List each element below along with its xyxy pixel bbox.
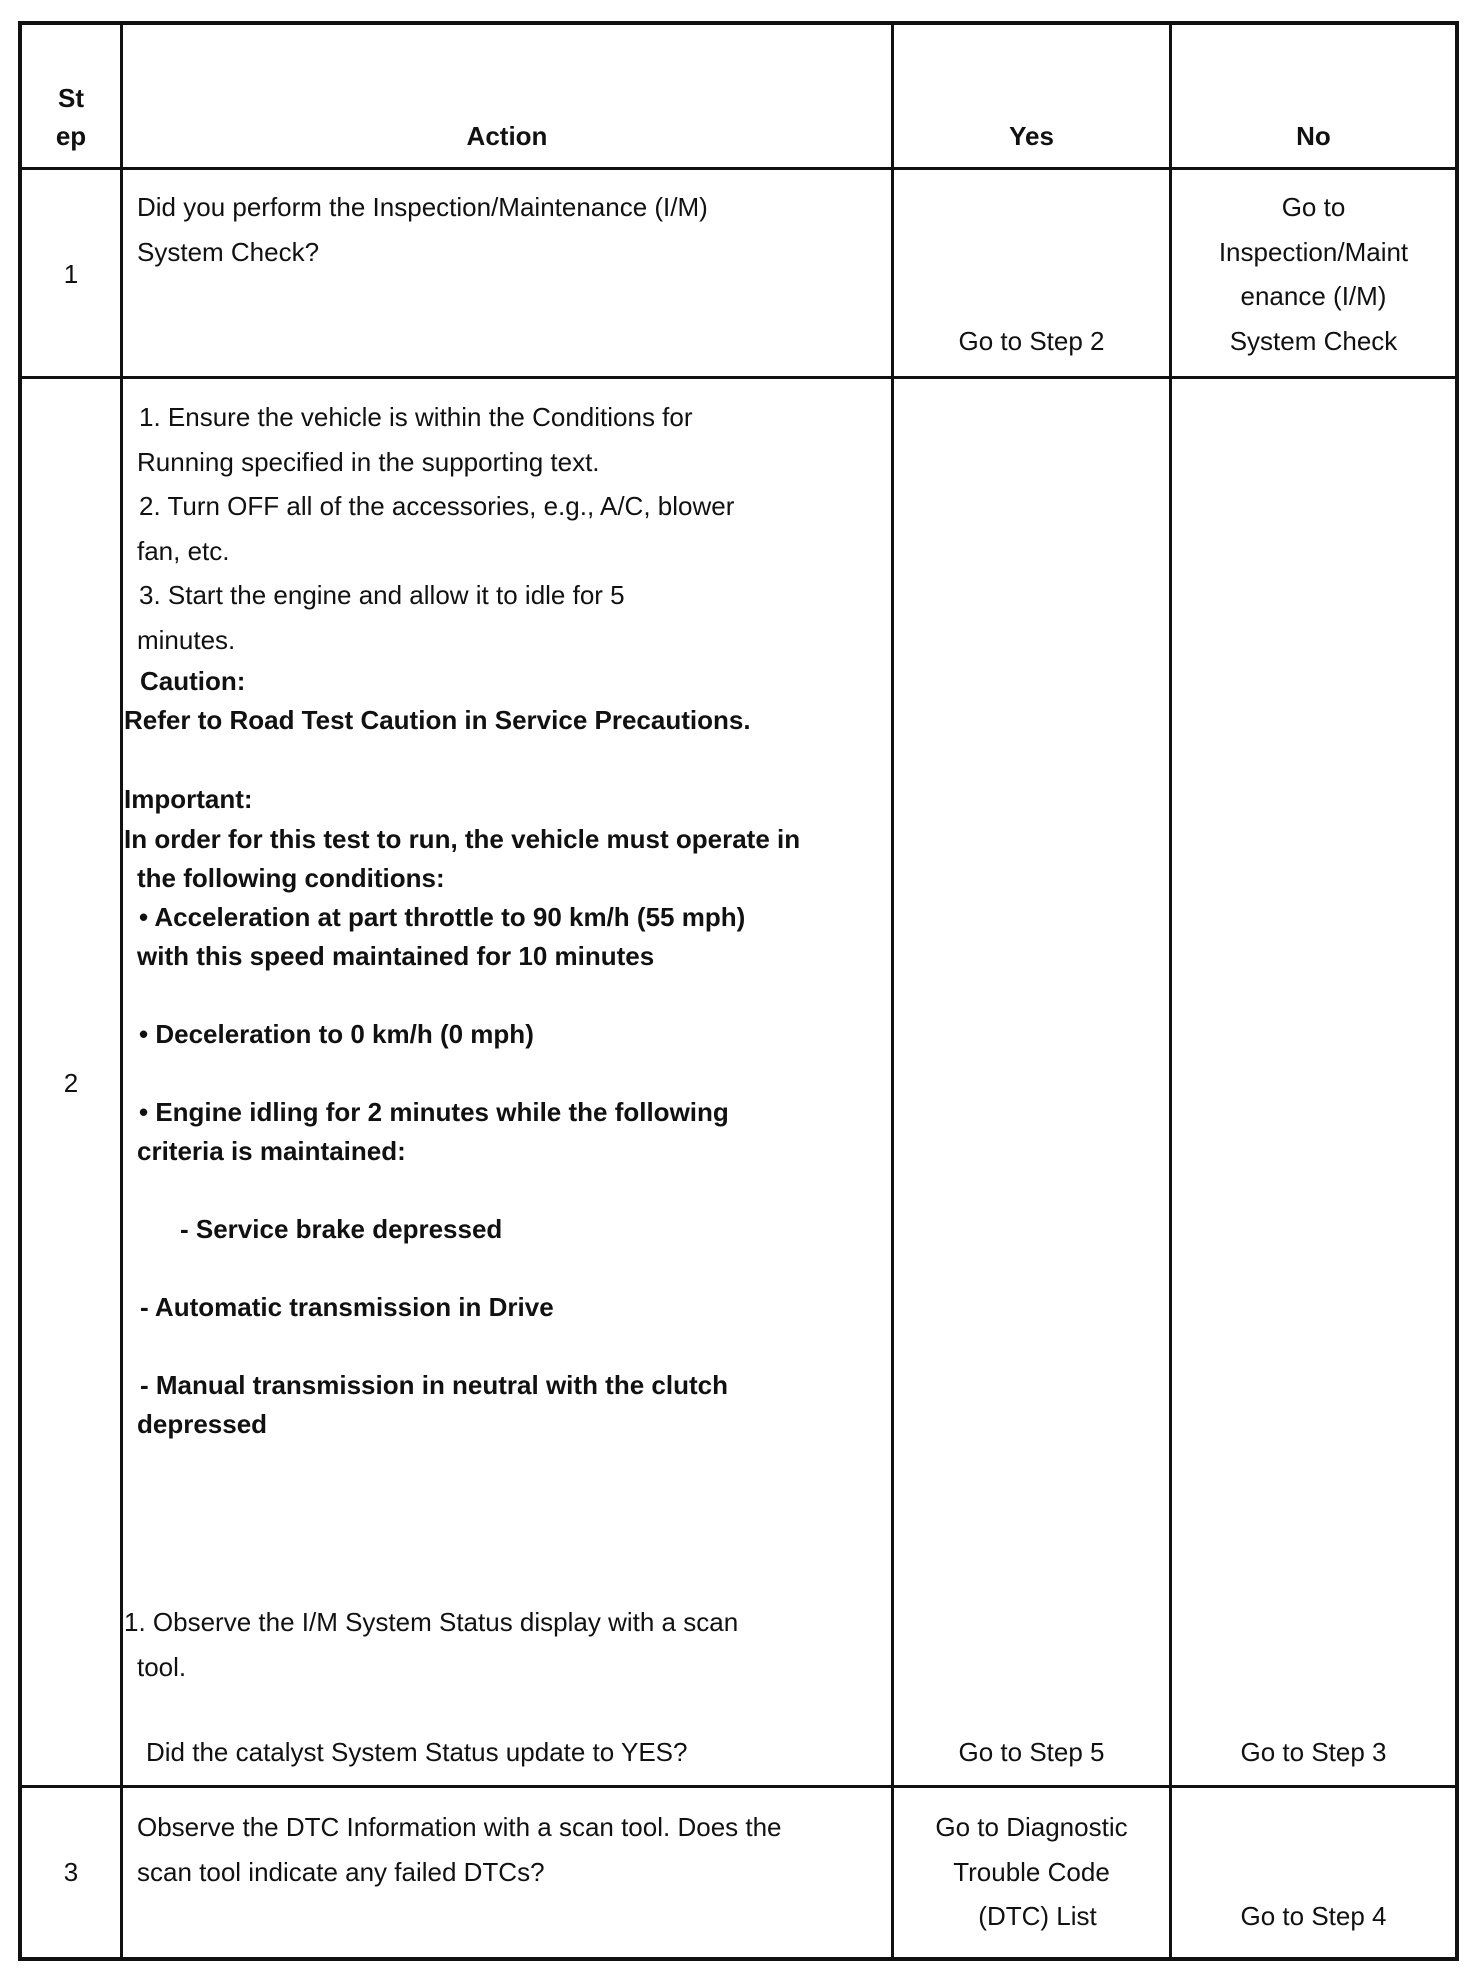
header-no: No — [1296, 121, 1331, 151]
row2-instruction: Running specified in the supporting text. — [137, 447, 600, 477]
row2-yes: Go to Step 5 — [958, 1737, 1105, 1767]
row1-action-line: Did you perform the Inspection/Maintenance (I/M) — [137, 192, 708, 222]
row2-instruction: fan, etc. — [137, 536, 230, 566]
row-divider — [18, 167, 1459, 170]
row2-instruction: 1. Ensure the vehicle is within the Conditions for — [139, 402, 693, 432]
important-text: In order for this test to run, the vehicle must operate in — [124, 824, 801, 854]
row3-yes-line: Trouble Code — [953, 1857, 1110, 1887]
condition-item: • Deceleration to 0 km/h (0 mph) — [139, 1019, 534, 1049]
header-yes: Yes — [1009, 121, 1054, 151]
sub-condition-item: depressed — [137, 1409, 268, 1439]
row3-step: 3 — [63, 1857, 79, 1887]
sub-condition-item: - Service brake depressed — [180, 1214, 503, 1244]
condition-item: with this speed maintained for 10 minutes — [137, 941, 655, 971]
header-action: Action — [466, 121, 548, 151]
row1-action-line: System Check? — [137, 237, 320, 267]
row2-question: Did the catalyst System Status update to YES? — [146, 1737, 688, 1767]
row-divider — [18, 1785, 1459, 1788]
condition-item: • Acceleration at part throttle to 90 km/h (55 mph) — [139, 902, 746, 932]
observe-instruction: 1. Observe the I/M System Status display with a scan — [124, 1607, 739, 1637]
row1-yes: Go to Step 2 — [958, 326, 1105, 356]
row1-no-line: enance (I/M) — [1240, 281, 1387, 311]
row-divider — [18, 376, 1459, 379]
caution-label: Caution: — [140, 666, 246, 696]
observe-instruction: tool. — [137, 1652, 187, 1682]
row3-yes-line: Go to Diagnostic — [935, 1812, 1128, 1842]
row2-instruction: 2. Turn OFF all of the accessories, e.g., A/C, blower — [139, 491, 735, 521]
important-label: Important: — [124, 784, 253, 814]
row2-instruction: 3. Start the engine and allow it to idle for 5 — [139, 580, 625, 610]
row2-no: Go to Step 3 — [1240, 1737, 1387, 1767]
condition-item: criteria is maintained: — [137, 1136, 406, 1166]
row1-no-line: System Check — [1229, 326, 1398, 356]
row3-no: Go to Step 4 — [1240, 1901, 1387, 1931]
caution-text: Refer to Road Test Caution in Service Precautions. — [124, 705, 751, 735]
header-step-line2: ep — [55, 121, 87, 151]
column-divider — [120, 21, 123, 1961]
row1-step: 1 — [63, 259, 79, 289]
header-step-line1: St — [58, 83, 84, 113]
sub-condition-item: - Automatic transmission in Drive — [140, 1292, 554, 1322]
sub-condition-item: - Manual transmission in neutral with the clutch — [140, 1370, 728, 1400]
row3-yes-line: (DTC) List — [978, 1901, 1097, 1931]
row3-action-line: Observe the DTC Information with a scan tool. Does the — [137, 1812, 782, 1842]
row1-no-line: Inspection/Maint — [1218, 237, 1409, 267]
row1-no-line: Go to — [1281, 192, 1346, 222]
condition-item: • Engine idling for 2 minutes while the following — [139, 1097, 729, 1127]
important-text: the following conditions: — [137, 863, 445, 893]
row2-instruction: minutes. — [137, 625, 236, 655]
row3-action-line: scan tool indicate any failed DTCs? — [137, 1857, 545, 1887]
column-divider — [891, 21, 894, 1961]
row2-step: 2 — [63, 1068, 79, 1098]
